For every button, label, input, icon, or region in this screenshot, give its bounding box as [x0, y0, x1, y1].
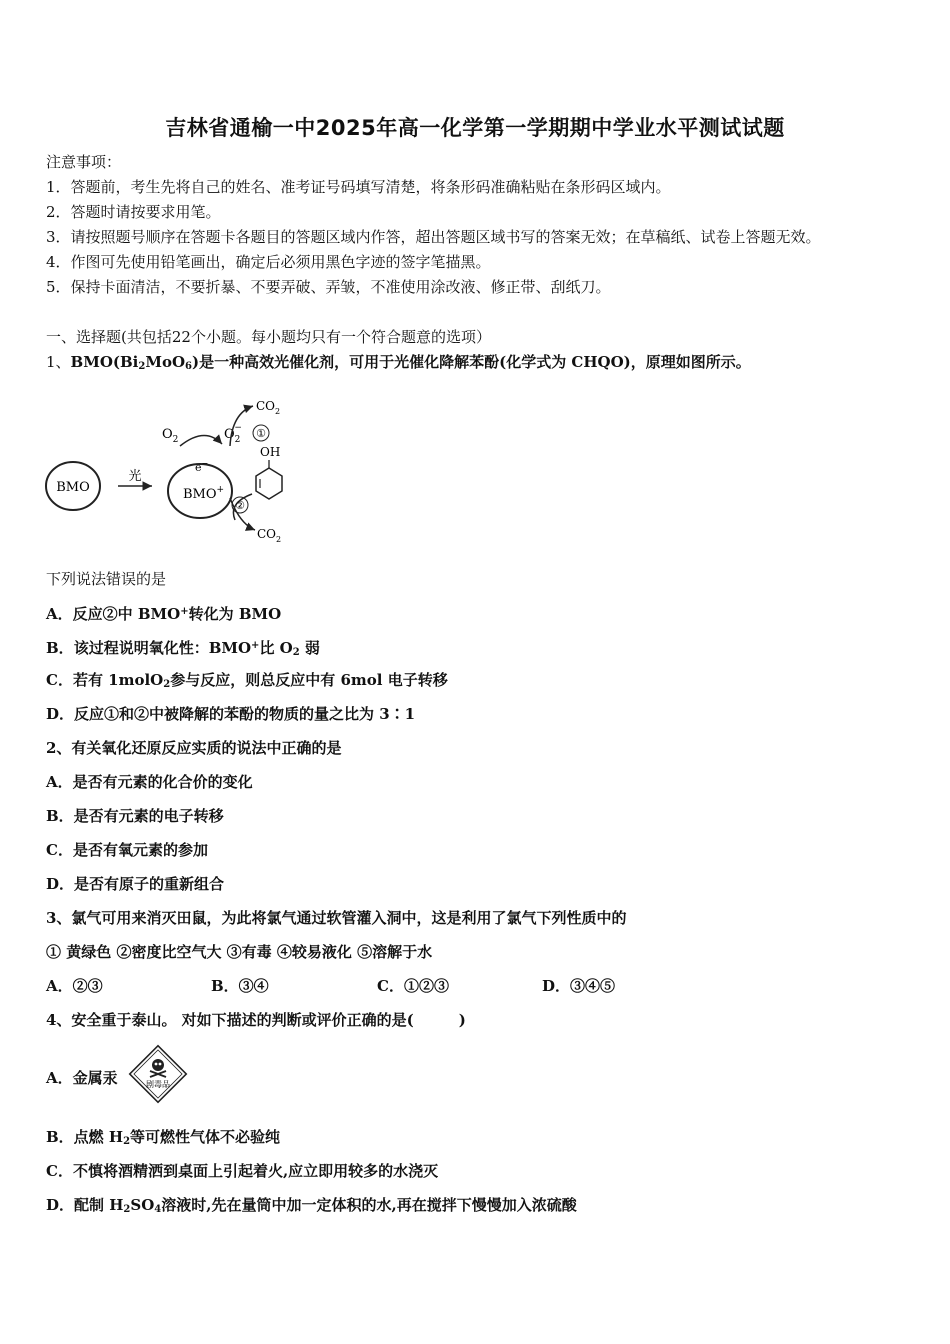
o2-label: $O_2$ [162, 427, 179, 445]
bmo-plus-label: BMO+ [183, 485, 225, 502]
q2-option-b: B．是否有元素的电子转移 [46, 807, 224, 825]
co2-bottom-label: $CO_2$ [257, 527, 282, 544]
co2-top-label: $CO_2$ [256, 399, 281, 416]
section-heading: 一、选择题(共包括22个小题。每小题均只有一个符合题意的选项） [46, 328, 491, 346]
skull-eye-right [159, 1063, 162, 1066]
q1-option-d: D．反应①和②中被降解的苯酚的物质的量之比为 3∶1 [46, 705, 416, 723]
skull-icon [152, 1059, 164, 1071]
q4-option-d: D．配制 $H_2SO_4$溶液时,先在量筒中加一定体积的水,再在搅拌下慢慢加入浓硫酸 [46, 1196, 577, 1215]
page-title: 吉林省通榆一中2025年高一化学第一学期期中学业水平测试试题 [165, 116, 785, 140]
superoxide-label: $O_2-$ [224, 423, 242, 445]
q1-option-a: A．反应②中 BMO+转化为 BMO [46, 605, 282, 623]
q2-option-d: D．是否有原子的重新组合 [46, 875, 225, 893]
o2-arrow [180, 435, 222, 446]
q4-option-b: B．点燃 $H_2$等可燃性气体不必验纯 [46, 1128, 281, 1147]
question-3-properties: ① 黄绿色 ②密度比空气大 ③有毒 ④较易液化 ⑤溶解于水 [46, 943, 433, 961]
notice-item-4: 4．作图可先使用铅笔画出，确定后必须用黑色字迹的签字笔描黑。 [46, 253, 491, 271]
notice-item-5: 5．保持卡面清洁，不要折暴、不要弄破、弄皱，不准使用涂改液、修正带、刮纸刀。 [46, 278, 611, 296]
oh-label: OH [260, 445, 281, 459]
skull-eye-left [155, 1063, 158, 1066]
question-1-stem: 1、$BMO(Bi_2MoO_6)$是一种高效光催化剂，可用于光催化降解苯酚(化学式为 CHQO)，原理如图所示。 [46, 353, 751, 372]
q4-option-a: A．金属汞 [46, 1069, 118, 1087]
q2-option-c: C．是否有氧元素的参加 [46, 841, 208, 859]
notice-item-2: 2．答题时请按要求用笔。 [46, 203, 221, 221]
q3-option-b: B．③④ [211, 977, 269, 995]
q1-option-c: C．若有 1molO$_2$参与反应，则总反应中有 6mol 电子转移 [46, 671, 448, 690]
q3-option-c: C．①②③ [377, 977, 449, 995]
step1-label: ① [256, 427, 266, 440]
notice-item-3: 3．请按照题号顺序在答题卡各题目的答题区域内作答，超出答题区域书写的答案无效；在草稿纸、试卷上答题无效。 [46, 228, 821, 246]
light-label: 光 [128, 469, 142, 484]
question-1-prompt: 下列说法错误的是 [46, 570, 167, 588]
q3-option-d: D．③④⑤ [542, 977, 616, 995]
electron-label: e− [195, 459, 209, 474]
notice-heading: 注意事项： [46, 153, 122, 171]
toxic-hazard-icon [127, 1043, 189, 1105]
notice-item-1: 1．答题前，考生先将自己的姓名、准考证号码填写清楚，将条形码准确粘贴在条形码区域内。 [46, 178, 671, 196]
hazard-label: 剧毒品 [146, 1080, 170, 1089]
question-2-stem: 2、有关氧化还原反应实质的说法中正确的是 [46, 739, 342, 757]
question-4-stem: 4、安全重于泰山。 对如下描述的判断或评价正确的是( ) [46, 1011, 466, 1029]
q2-option-a: A．是否有元素的化合价的变化 [46, 773, 253, 791]
q4-option-c: C．不慎将酒精洒到桌面上引起着火,应立即用较多的水浇灭 [46, 1162, 439, 1180]
bmo-label: BMO [56, 480, 90, 495]
question-3-stem: 3、氯气可用来消灭田鼠，为此将氯气通过软管灌入洞中，这是利用了氯气下列性质中的 [46, 909, 627, 927]
step2-label: ② [235, 499, 245, 512]
q3-option-a: A．②③ [46, 977, 103, 995]
photocatalysis-diagram [40, 388, 300, 548]
q1-option-b: B．该过程说明氧化性：BMO+比 $O_2$ 弱 [46, 639, 320, 658]
